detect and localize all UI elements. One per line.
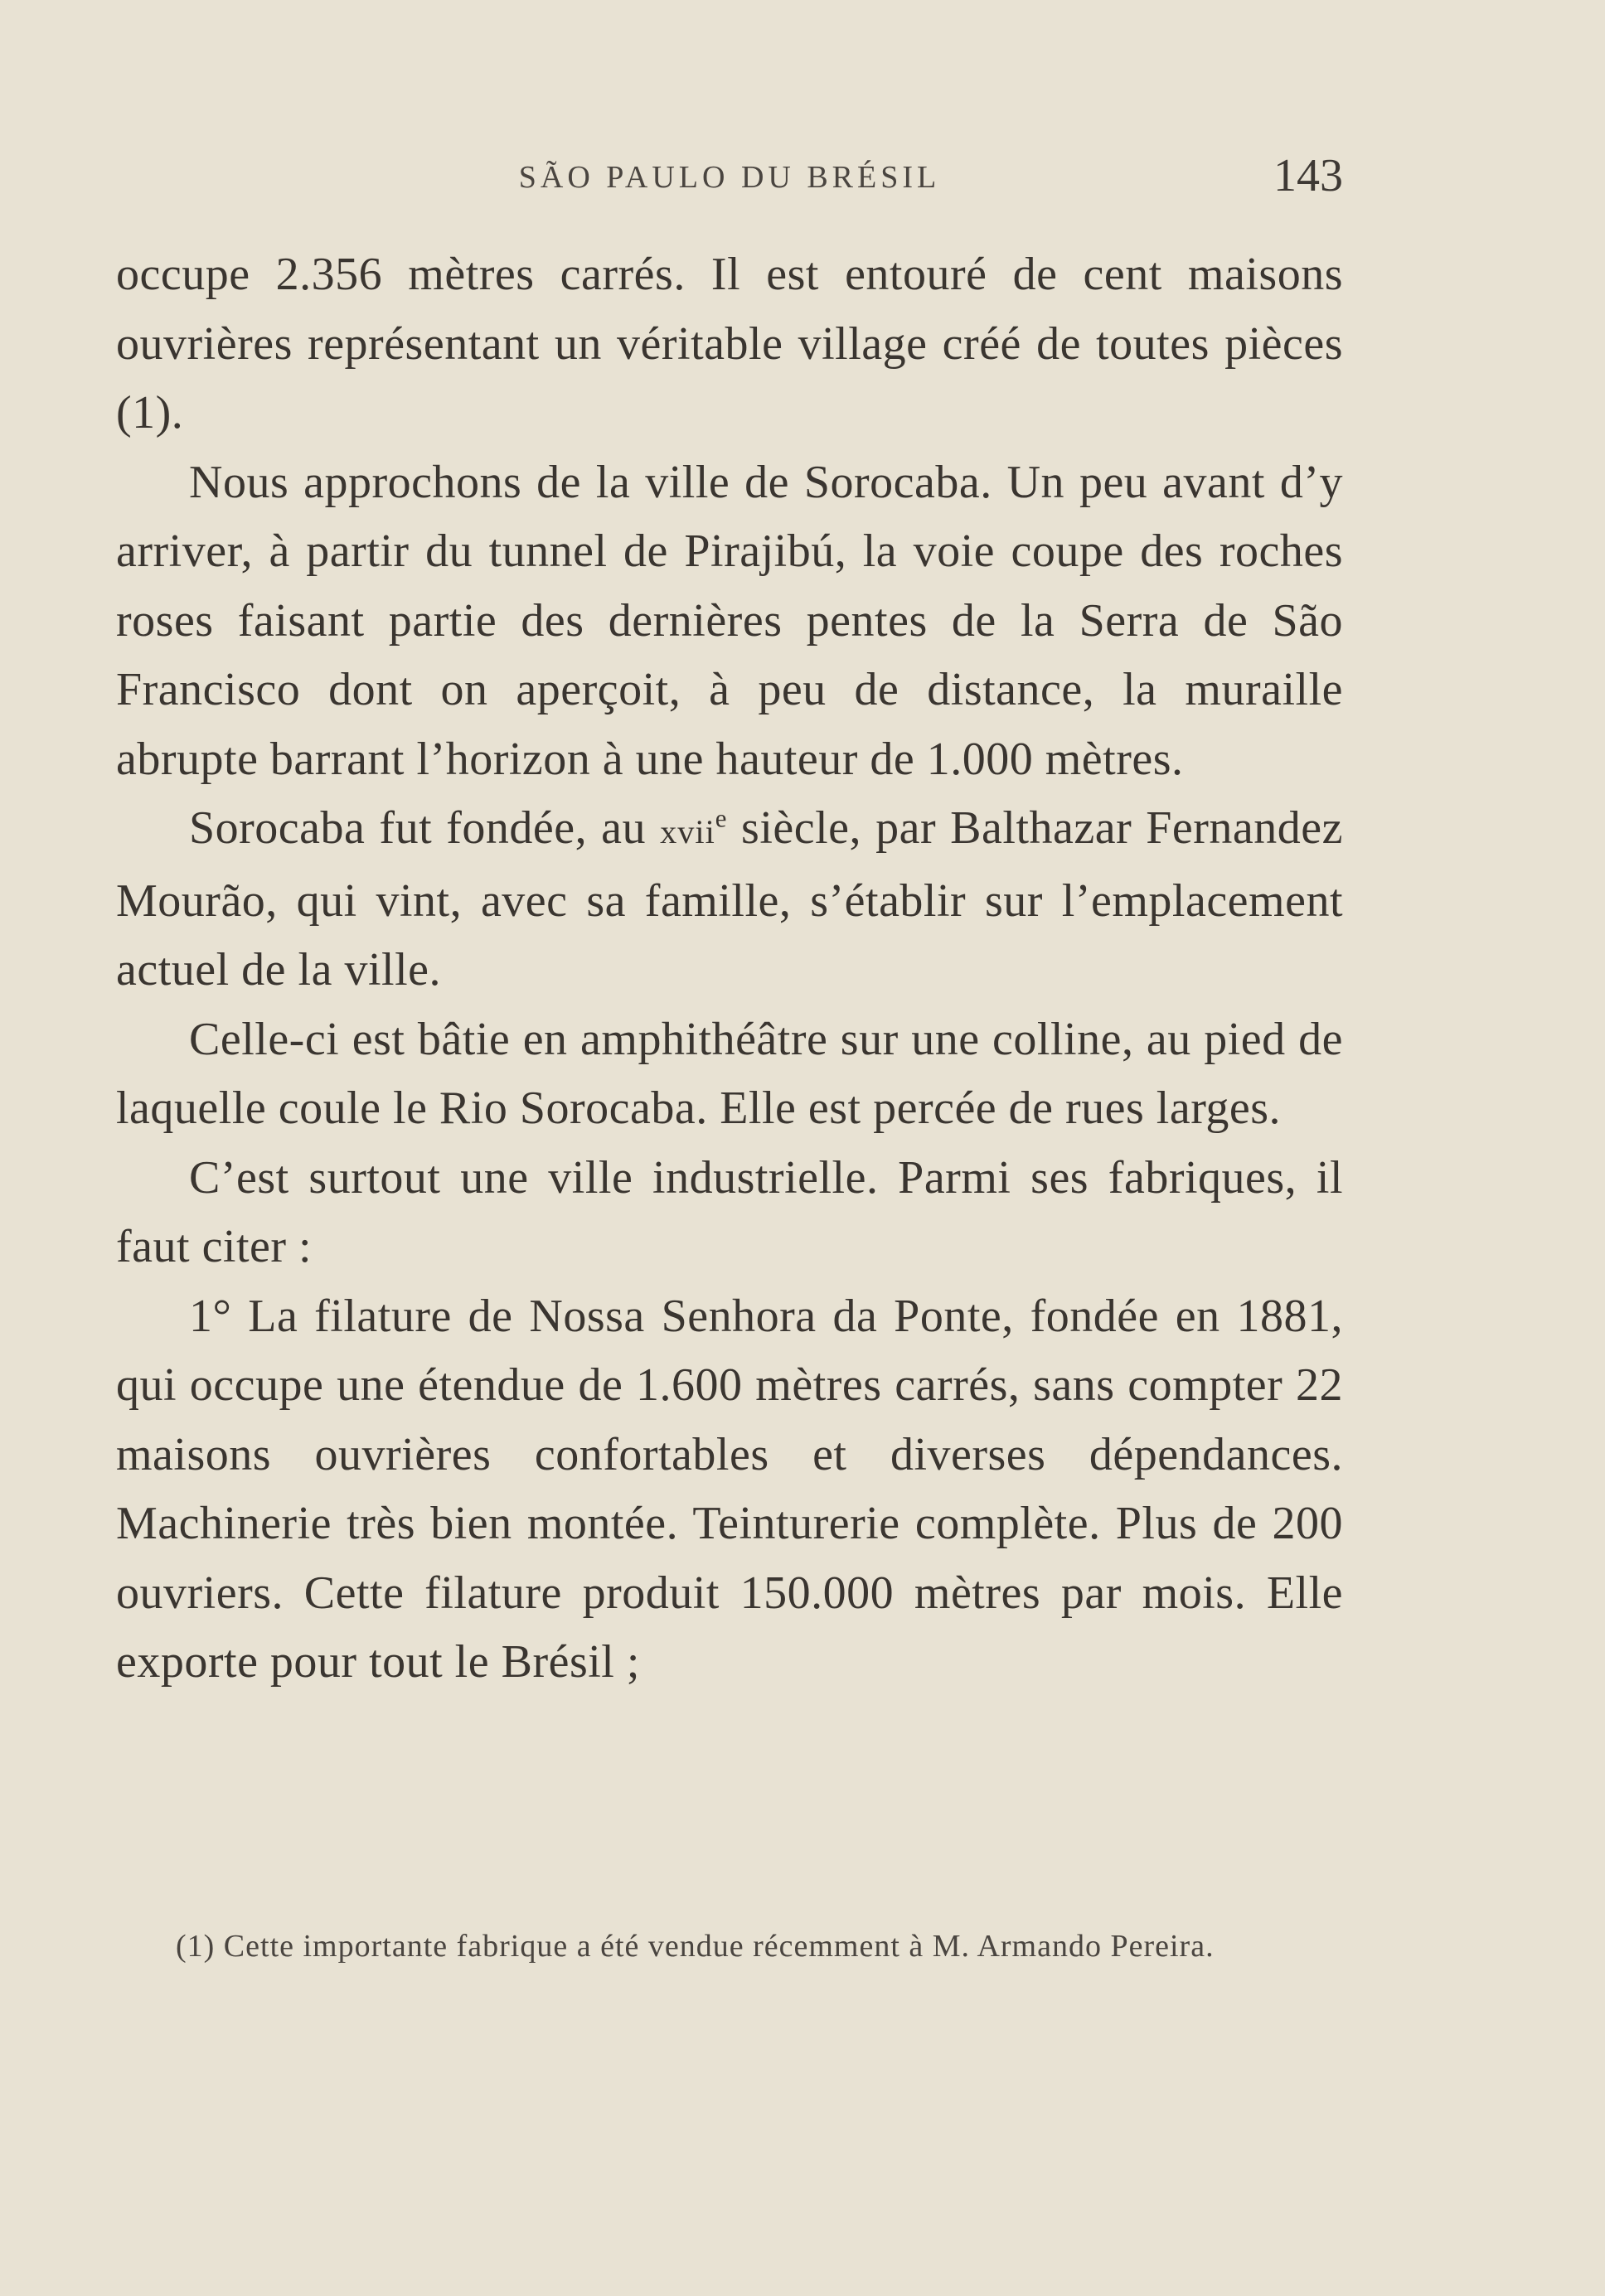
paragraph-3-end: siècle, par Balthazar Fernandez Mourão, qui vint, avec sa famille, s’établir sur l’emplacement actuel de la ville. bbox=[116, 802, 1343, 995]
paragraph-3-start: Sorocaba fut fondée, au bbox=[189, 802, 661, 854]
paragraph-2: Nous approchons de la ville de Sorocaba. Un peu avant d’y arriver, à partir du tunnel de Pirajibú, la voie coupe des roches roses faisant partie des dernières pentes de la Serra de São Francisco dont on aperçoit, à peu de distance, la muraille abrupte barrant l’horizon à une hauteur de 1.000 mètres. bbox=[116, 456, 1343, 785]
century-numeral: xvii bbox=[660, 813, 715, 850]
footnote-text: (1) Cette importante fabrique a été vendue récemment à M. Armando Pereira. bbox=[176, 1929, 1215, 1964]
footnote bbox=[116, 1923, 1343, 1969]
paragraph-6: 1° La filature de Nossa Senhora da Ponte, fondée en 1881, qui occupe une étendue de 1.600 mètres carrés, sans compter 22 maisons ouvrières confortables et diverses dépendances. Machinerie très bien montée. Teinturerie complète. Plus de 200 ouvriers. Cette filature produit 150.000 mètres par mois. Elle exporte pour tout le Brésil ; bbox=[116, 1290, 1343, 1688]
paragraph-1: occupe 2.356 mètres carrés. Il est entouré de cent maisons ouvrières représentant un véritable village créé de toutes pièces (1). bbox=[116, 249, 1343, 438]
paragraph-3 bbox=[116, 794, 1343, 1005]
paragraph-4: Celle-ci est bâtie en amphithéâtre sur une colline, au pied de laquelle coule le Rio Sorocaba. Elle est percée de rues larges. bbox=[116, 1013, 1343, 1134]
body-text bbox=[116, 240, 1343, 1698]
paragraph-5: C’est surtout une ville industrielle. Parmi ses fabriques, il faut citer : bbox=[116, 1151, 1343, 1272]
page-number: 143 bbox=[1273, 150, 1343, 201]
century-suffix: e bbox=[715, 804, 727, 833]
running-title: SÃO PAULO DU BRÉSIL bbox=[518, 160, 941, 195]
running-head bbox=[116, 149, 1343, 207]
